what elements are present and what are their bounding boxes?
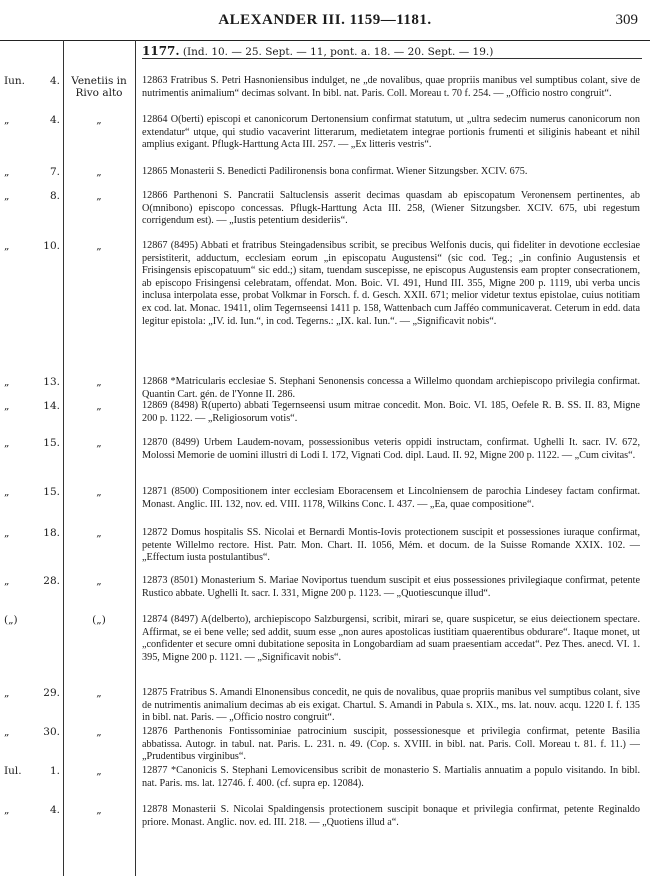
entry-month: „ (4, 166, 10, 178)
entry-month: „ (4, 527, 10, 539)
entry-month: „ (4, 400, 10, 412)
entry-day: 29. (43, 687, 60, 699)
entry-text: 12865 Monasterii S. Benedicti Padilironensis bona confirmat. Wiener Sitzungsber. XCIV. 675. (142, 166, 528, 177)
entry-month: „ (4, 240, 10, 252)
entry-place: „ (96, 726, 102, 738)
entry-place: „ (96, 527, 102, 539)
entry-day: 7. (49, 166, 60, 178)
entry-day: 18. (43, 527, 60, 539)
entry-place: „ (96, 240, 102, 252)
entry-text: 12867 (8495) Abbati et fratribus Steingadensibus scribit, se precibus Welfonis ducis, qui fideliter in devotione ecclesiae persistiterit, adductum, ecclesiam eorum „in episcopatu Augustensi“ (sic cod. Teg.; „in confinio Augustensis et Frisingensis episcopatuum“ sic edd.;) sitam, tuendam suscepisse, ne episcopus Augustensis eam propter consecrationem, ab episcopo Frisingensi celebratam, offendat. Mon. Boic. VI. 491, Hund III. 355, Migne 200 p. 1119, ubi verba uncis inclusa interpolata esse, probat Volkmar in Forsch. f. d. Gesch. XXII. 671; melior videtur textus epistolae, cuius notitiam ex cod. lat. Monac. 19411, olim Tegernseensi 1411 p. 158, Wattenbach cum Jafféo communicaverat. Ceterum in edd. data legitur epistola: „IV. id. Iun.“, in cod. Tegerns.: „IX. kal. Iun.“. — „Significavit nobis“. (142, 240, 640, 327)
entry-text: 12874 (8497) A(delberto), archiepiscopo Salzburgensi, scribit, mirari se, quare suspicetur, se eius deiectionem spectare. Affirmat, se ei bene velle; sed addit, suum esse „non aures apostolicas iustitiam quaerentibus obdurare“. Itaque monet, ut „confidenter et secure omni dubitatione seposita in Longobardiam ad suam praesentiam accedat“. Pez Thes. anecd. VI. 1. 395, Migne 200 p. 1121. — „Significavit nobis“. (142, 614, 640, 663)
entry-text: 12868 *Matricularis ecclesiae S. Stephani Senonensis concessa a Willelmo quondam archiepiscopo privilegia confirmat. Quantin Cart. gén. de l'Yonne II. 286. (142, 376, 640, 400)
entry-day: 15. (43, 437, 60, 449)
entry-month: „ (4, 114, 10, 126)
entry-place: „ (96, 486, 102, 498)
entry-place: „ (96, 804, 102, 816)
entry-month: Iul. (4, 765, 22, 777)
page-number: 309 (615, 12, 638, 28)
entry-month: „ (4, 437, 10, 449)
entry-month: „ (4, 376, 10, 388)
entry-text: 12875 Fratribus S. Amandi Elnonensibus concedit, ne quis de novalibus, quae propriis manibus vel sumptibus colant, sive de nutrimentis animalium decimas ab eis exigat. Chartul. S. Amandi in Pabula s. XIX., ms. lat. nouv. acqu. 1220 I. f. 135 in bibl. nat. Paris. — „Officio nostro congruit“. (142, 687, 640, 724)
entry-place: „ (96, 687, 102, 699)
entry-place: „ (96, 400, 102, 412)
column-rule-place (135, 40, 136, 876)
year-detail: (Ind. 10. — 25. Sept. — 11, pont. a. 18. — 20. Sept. — 19.) (182, 46, 494, 58)
entry-day: 10. (43, 240, 60, 252)
entry-day: 30. (43, 726, 60, 738)
entry-place: „ (96, 765, 102, 777)
entry-day: 8. (49, 190, 60, 202)
entry-text: 12863 Fratribus S. Petri Hasnoniensibus indulget, ne „de novalibus, quae propriis manibus vel sumptibus colant, sive de nutrimentis animalium“ decimas solvant. In bibl. nat. Paris. Coll. Moreau t. 70 f. 254. — „Officio nostro congruit“. (142, 75, 640, 99)
entry-month: „ (4, 486, 10, 498)
entry-place: „ (96, 376, 102, 388)
entry-month: („) (4, 614, 18, 626)
entry-day: 1. (49, 765, 60, 777)
entry-month: „ (4, 804, 10, 816)
entry-month: „ (4, 687, 10, 699)
year-heading (142, 44, 642, 59)
entry-text: 12878 Monasterii S. Nicolai Spaldingensis protectionem suscipit bonaque et privilegia confirmat, petente Reginaldo priore. Monast. Anglic. nov. ed. III. 218. — „Quotiens illud a“. (142, 804, 640, 828)
year-number: 1177. (142, 44, 180, 58)
entry-month: „ (4, 726, 10, 738)
entry-place: „ (96, 190, 102, 202)
entry-text: 12866 Parthenoni S. Pancratii Saltuclensis asserit decimas quasdam ab episcopatum Veronensem pertinentes, ab O(mnibono) episcopo concessas. Pflugk-Harttung Acta III. 258, (Wiener Sitzungsber. XCIV. 675, ubi regestum corrigendum est). — „Iustis petentium desideriis“. (142, 190, 640, 227)
entry-text: 12872 Domus hospitalis SS. Nicolai et Bernardi Montis-Iovis protectionem suscipit et possessiones iuraque confirmat, petente Willelmo rectore. Hist. Patr. Mon. Chart. II. 1056, Mém. et docum. de la Suisse Romande XXIX. 102. — „Effectum iusta postulantibus“. (142, 527, 640, 564)
entry-place: „ (96, 166, 102, 178)
page-header (0, 0, 650, 41)
entry-day: 15. (43, 486, 60, 498)
entry-day: 14. (43, 400, 60, 412)
entry-month: „ (4, 575, 10, 587)
entry-month: „ (4, 190, 10, 202)
entry-text: 12873 (8501) Monasterium S. Mariae Noviportus tuendum suscipit et eius possessiones privilegiaque confirmat, petente Rustico abbate. Ughelli It. sacr. I. 331, Migne 200 p. 1123. — „Quotiescunque illud“. (142, 575, 640, 599)
entry-text: 12876 Parthenonis Fontissominiae patrocinium suscipit, possessionesque et privilegia confirmat, petente Basilia abbatissa. Autogr. in tabul. nat. Paris. L. 231. n. 49. (Cop. s. XVIII. in bibl. nat. Paris. Coll. Moreau t. 81. f. 11.) — „Prudentibus virginibus“. (142, 726, 640, 763)
entry-day: 13. (43, 376, 60, 388)
running-title: ALEXANDER III. 1159—1181. (218, 12, 432, 28)
entry-day: 4. (49, 804, 60, 816)
entry-day: 4. (49, 75, 60, 87)
entry-place: („) (92, 614, 106, 626)
entry-place: Venetiis in Rivo alto (71, 75, 127, 99)
entry-day: 4. (49, 114, 60, 126)
entry-place: „ (96, 575, 102, 587)
entry-text: 12871 (8500) Compositionem inter ecclesiam Eboracensem et Lincolniensem de parochia Lindesey factam confirmat. Monast. Anglic. III. 132, nov. ed. VIII. 1178, Wilkins Conc. I. 437. — „Ea, quae compositione“. (142, 486, 640, 510)
entry-text: 12870 (8499) Urbem Laudem-novam, possessionibus veteris oppidi instructam, confirmat. Ughelli It. sacr. IV. 672, Molossi Memorie de uomini illustri di Lodi I. 172, Vignati Cod. dipl. Laud. II. 92, Migne 200 p. 1122. — „Cum civitas“. (142, 437, 640, 461)
entry-place: „ (96, 114, 102, 126)
entry-text: 12864 O(berti) episcopi et canonicorum Dertonensium confirmat statutum, ut „ultra sedecim numerus canonicorum non extendatur“ utque, qui studio vacaverint litterarum, medietatem integrae portionis frumenti et siliginis habeant et nihil amplius exigant. Pflugk-Harttung Acta III. 257. — „Ex litteris vestris“. (142, 114, 640, 151)
entry-text: 12869 (8498) R(uperto) abbati Tegernseensi usum mitrae concedit. Mon. Boic. VI. 185, Oefele R. B. SS. II. 83, Migne 200 p. 1122. — „Religiosorum votis“. (142, 400, 640, 424)
entry-month: Iun. (4, 75, 26, 87)
entry-place: „ (96, 437, 102, 449)
entry-text: 12877 *Canonicis S. Stephani Lemovicensibus scribit de monasterio S. Martialis annuatim a populo visitando. In bibl. nat. Paris. ms. lat. 12746. f. 400. (cf. supra ep. 12084). (142, 765, 640, 789)
entry-day: 28. (43, 575, 60, 587)
